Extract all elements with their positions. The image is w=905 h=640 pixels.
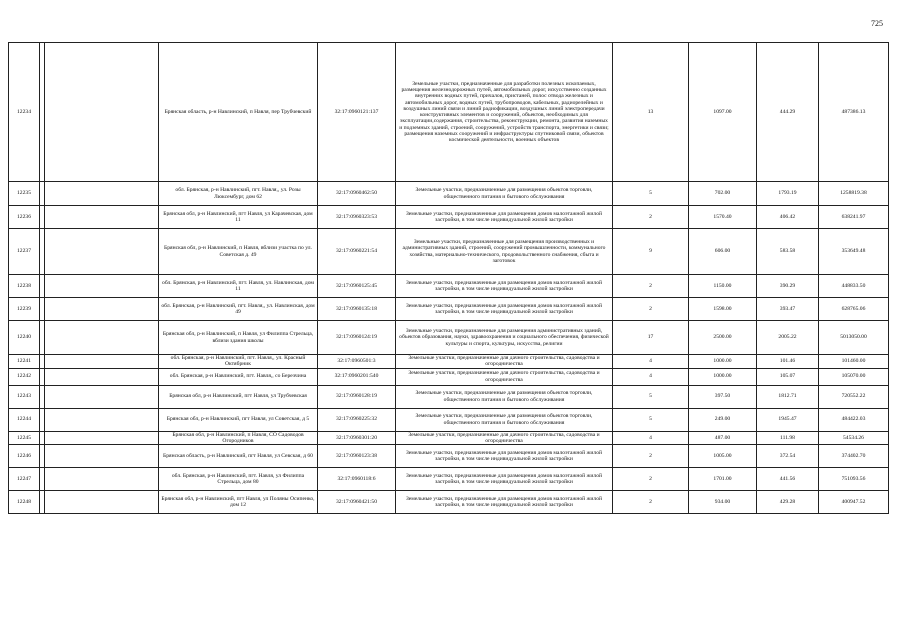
group-cell: 2 [613, 275, 689, 298]
land-use-cell: Земельные участки, предназначенные для дачного строительства, садоводства и огородничества [396, 431, 613, 445]
cadastral-value-cell: 54534.26 [819, 431, 889, 445]
cadastral-value-cell: 1258819.38 [819, 182, 889, 206]
blank-cell [45, 491, 159, 514]
specific-value-cell: 101.46 [757, 355, 819, 369]
area-cell: 1701.00 [689, 468, 757, 491]
cadastral-number-cell: 32:17:0960301:20 [318, 431, 396, 445]
specific-value-cell: 441.56 [757, 468, 819, 491]
group-cell: 4 [613, 368, 689, 385]
table-row [9, 275, 889, 298]
row-number: 12244 [9, 408, 40, 431]
area-cell: 249.00 [689, 408, 757, 431]
cadastral-number-cell: 32:17:0960123:38 [318, 445, 396, 468]
cadastral-number-cell: 32:17:0960421:50 [318, 491, 396, 514]
blank-cell [45, 182, 159, 206]
area-cell: 487.00 [689, 431, 757, 445]
row-number: 12246 [9, 445, 40, 468]
address-cell: обл. Брянская, р-н Навлинский, пгт. Навля, ул Филиппа Стрельца, дом 80 [159, 468, 318, 491]
address-cell: Брянская область, р-н Навлинский, пгт Навля, ул Севская, д 60 [159, 445, 318, 468]
blank-cell [45, 368, 159, 385]
cadastral-value-cell: 353649.48 [819, 229, 889, 275]
cadastral-number-cell: 32:17:0960124:19 [318, 321, 396, 355]
table-row [9, 491, 889, 514]
area-cell: 1005.00 [689, 445, 757, 468]
cadastral-number-cell: 32:17:0960323:53 [318, 206, 396, 229]
table-row [9, 468, 889, 491]
area-cell: 1000.00 [689, 355, 757, 369]
area-cell: 1000.00 [689, 368, 757, 385]
blank-cell [45, 298, 159, 321]
group-cell: 4 [613, 355, 689, 369]
area-cell: 1097.00 [689, 43, 757, 182]
specific-value-cell: 444.29 [757, 43, 819, 182]
cadastral-number-cell: 32:17:0960462:50 [318, 182, 396, 206]
group-cell: 2 [613, 491, 689, 514]
land-use-cell: Земельные участки, предназначенные для размещения домов малоэтажной жилой застройки, в том числе индивидуальной жилой застройки [396, 206, 613, 229]
area-cell: 1570.40 [689, 206, 757, 229]
specific-value-cell: 429.28 [757, 491, 819, 514]
specific-value-cell: 583.58 [757, 229, 819, 275]
cadastral-number-cell: 32:17:0960118:6 [318, 468, 396, 491]
cadastral-number-cell: 32:17:0960225:32 [318, 408, 396, 431]
group-cell: 17 [613, 321, 689, 355]
specific-value-cell: 406.42 [757, 206, 819, 229]
blank-cell [45, 229, 159, 275]
row-number: 12236 [9, 206, 40, 229]
table-row [9, 321, 889, 355]
table-row [9, 298, 889, 321]
row-number: 12243 [9, 385, 40, 408]
cadastral-value-cell: 628765.06 [819, 298, 889, 321]
cadastral-value-cell: 5013050.00 [819, 321, 889, 355]
blank-cell [45, 385, 159, 408]
table-row [9, 408, 889, 431]
blank-cell [45, 43, 159, 182]
address-cell: обл. Брянская, р-н Навлинский, пгт. Навля, ул. Навлинская, дом 11 [159, 275, 318, 298]
address-cell: Брянская обл, р-н Навлинский, п Навля, СО Садоводов Огородников [159, 431, 318, 445]
row-number: 12234 [9, 43, 40, 182]
cadastral-value-cell: 638241.97 [819, 206, 889, 229]
area-cell: 397.50 [689, 385, 757, 408]
cadastral-value-cell: 448833.50 [819, 275, 889, 298]
table-row [9, 445, 889, 468]
address-cell: Брянская обл, р-н Навлинский, пгт Навля, ул Карачевская, дом 11 [159, 206, 318, 229]
address-cell: Брянская обл, р-н Навлинский, пгт Навля, ул Поляны Осипенко, дом 12 [159, 491, 318, 514]
address-cell: обл. Брянская, р-н Навлинский, пгт. Навля,, ул. Красный Октябрник [159, 355, 318, 369]
land-use-cell: Земельные участки, предназначенные для размещения домов малоэтажной жилой застройки, в том числе индивидуальной жилой застройки [396, 491, 613, 514]
address-cell: Брянская область, р-н Навлинский, п Навля, пер Трубчевский [159, 43, 318, 182]
group-cell: 5 [613, 182, 689, 206]
address-cell: обл. Брянская, р-н Навлинский, пгт. Навля,, ул. Навлинская, дом 49 [159, 298, 318, 321]
table-row [9, 229, 889, 275]
land-use-cell: Земельные участки, предназначенные для дачного строительства, садоводства и огородничества [396, 355, 613, 369]
group-cell: 2 [613, 298, 689, 321]
land-use-cell: Земельные участки, предназначенные для размещения домов малоэтажной жилой застройки, в том числе индивидуальной жилой застройки [396, 468, 613, 491]
group-cell: 5 [613, 385, 689, 408]
specific-value-cell: 1812.71 [757, 385, 819, 408]
row-number: 12237 [9, 229, 40, 275]
land-use-cell: Земельные участки, предназначенные для размещения объектов торговли, общественного питания и бытового обслуживания [396, 408, 613, 431]
group-cell: 9 [613, 229, 689, 275]
blank-cell [45, 445, 159, 468]
address-cell: Брянская обл, р-н Навлинский, п Навля, ул Филиппа Стрельца, вблизи здания школы [159, 321, 318, 355]
area-cell: 1598.00 [689, 298, 757, 321]
cadastral-value-cell: 101460.00 [819, 355, 889, 369]
row-number: 12239 [9, 298, 40, 321]
cadastral-number-cell: 32:17:0960121:137 [318, 43, 396, 182]
address-cell: обл. Брянская, р-н Навлинский, пгт. Навля,, со Березчина [159, 368, 318, 385]
cadastral-value-cell: 720552.22 [819, 385, 889, 408]
row-number: 12248 [9, 491, 40, 514]
blank-cell [45, 355, 159, 369]
specific-value-cell: 2005.22 [757, 321, 819, 355]
blank-cell [45, 431, 159, 445]
address-cell: обл. Брянская, р-н Навлинский, пгт. Навля,, ул. Розы Люксембург, дом 62 [159, 182, 318, 206]
table-row [9, 431, 889, 445]
cadastral-number-cell: 32:17:0960201:540 [318, 368, 396, 385]
group-cell: 13 [613, 43, 689, 182]
specific-value-cell: 105.07 [757, 368, 819, 385]
cadastral-value-cell: 487386.13 [819, 43, 889, 182]
blank-cell [45, 408, 159, 431]
cadastral-number-cell: 32:17:0960128:19 [318, 385, 396, 408]
land-use-cell: Земельные участки, предназначенные для размещения административных зданий, объектов образования, науки, здравоохранения и социального обеспечения, физической культуры и спорта, культуры, искусства, религии [396, 321, 613, 355]
table-row [9, 43, 889, 182]
land-use-cell: Земельные участки, предназначенные для размещения производственных и административных зданий, строений, сооружений промышленности, коммунального хозяйства, материально-технического, продовольственного снабжения, сбыта и заготовок [396, 229, 613, 275]
specific-value-cell: 1793.19 [757, 182, 819, 206]
row-number: 12245 [9, 431, 40, 445]
table-row [9, 206, 889, 229]
group-cell: 2 [613, 206, 689, 229]
blank-cell [45, 206, 159, 229]
group-cell: 2 [613, 445, 689, 468]
table-row [9, 355, 889, 369]
address-cell: Брянская обл, р-н Навлинский, пгт Навля, ул Советская, д 5 [159, 408, 318, 431]
area-cell: 2500.00 [689, 321, 757, 355]
cadastral-number-cell: 32:17:0960125:45 [318, 275, 396, 298]
row-number: 12242 [9, 368, 40, 385]
cadastral-number-cell: 32:17:0960221:54 [318, 229, 396, 275]
specific-value-cell: 111.98 [757, 431, 819, 445]
cadastral-number-cell: 32:17:0960135:18 [318, 298, 396, 321]
row-number: 12241 [9, 355, 40, 369]
specific-value-cell: 393.47 [757, 298, 819, 321]
address-cell: Брянская обл, р-н Навлинский, п Навля, вблизи участка по ул. Советская д. 49 [159, 229, 318, 275]
blank-cell [45, 321, 159, 355]
row-number: 12238 [9, 275, 40, 298]
specific-value-cell: 372.54 [757, 445, 819, 468]
land-use-cell: Земельные участки, предназначенные для размещения объектов торговли, общественного питания и бытового обслуживания [396, 182, 613, 206]
table-row [9, 182, 889, 206]
area-cell: 934.00 [689, 491, 757, 514]
row-number: 12247 [9, 468, 40, 491]
blank-cell [45, 468, 159, 491]
specific-value-cell: 1945.47 [757, 408, 819, 431]
land-use-cell: Земельные участки, предназначенные для размещения домов малоэтажной жилой застройки, в том числе индивидуальной жилой застройки [396, 275, 613, 298]
land-use-cell: Земельные участки, предназначенные для размещения домов малоэтажной жилой застройки, в том числе индивидуальной жилой застройки [396, 445, 613, 468]
land-use-cell: Земельные участки, предназначенные для дачного строительства, садоводства и огородничества [396, 368, 613, 385]
blank-cell [45, 275, 159, 298]
area-cell: 1150.00 [689, 275, 757, 298]
row-number: 12235 [9, 182, 40, 206]
area-cell: 606.00 [689, 229, 757, 275]
group-cell: 5 [613, 408, 689, 431]
cadastral-value-cell: 484422.03 [819, 408, 889, 431]
land-use-cell: Земельные участки, предназначенные для размещения объектов торговли, общественного питания и бытового обслуживания [396, 385, 613, 408]
cadastral-value-cell: 105070.00 [819, 368, 889, 385]
row-number: 12240 [9, 321, 40, 355]
land-use-cell: Земельные участки, предназначенные для разработки полезных ископаемых, размещения железнодорожных путей, автомобильных дорог, искусственно созданных внутренних водных путей, причалов, пристаней, полос отвода железных и автомобильных дорог, водных путей, трубопроводов, кабельных, радиорелейных и воздушных линий связи и линий радиофикации, воздушных линий электропередачи конструктивных элементов и сооружений, объектов, необходимых для эксплуатации,содержания, строительства, реконструкции, ремонта, развития наземных и подземных зданий, строений, сооружений, устройств транспорта, энергетики и связи; размещения наземных сооружений и инфраструктуры спутниковой связи, объектов космической деятельности, военных объектов [396, 43, 613, 182]
table-row [9, 385, 889, 408]
area-cell: 702.00 [689, 182, 757, 206]
cadastral-number-cell: 32:17:0960501:3 [318, 355, 396, 369]
table-row [9, 368, 889, 385]
specific-value-cell: 390.29 [757, 275, 819, 298]
group-cell: 4 [613, 431, 689, 445]
cadastral-value-cell: 751093.56 [819, 468, 889, 491]
address-cell: Брянская обл, р-н Навлинский, пгт Навля, ул Трубчевская [159, 385, 318, 408]
land-use-cell: Земельные участки, предназначенные для размещения домов малоэтажной жилой застройки, в том числе индивидуальной жилой застройки [396, 298, 613, 321]
group-cell: 2 [613, 468, 689, 491]
page-number: 725 [871, 19, 883, 28]
cadastral-value-cell: 400947.52 [819, 491, 889, 514]
cadastral-value-table [8, 42, 889, 514]
cadastral-value-cell: 374402.70 [819, 445, 889, 468]
